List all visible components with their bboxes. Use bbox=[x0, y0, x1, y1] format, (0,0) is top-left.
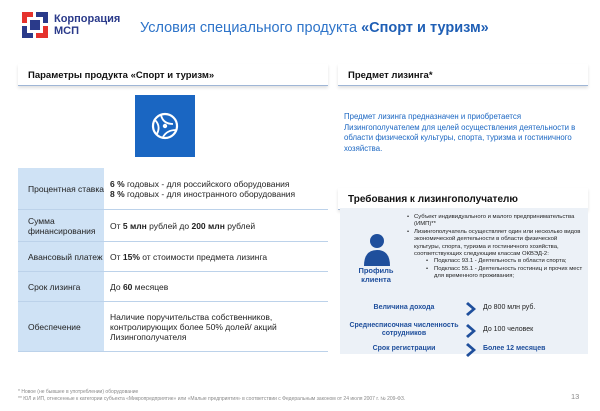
requirements-list bbox=[406, 214, 584, 281]
person-icon bbox=[362, 232, 392, 266]
requirement-subitem: • Подкласс 55.1 - Деятельность гостиниц и прочих мест для временного проживания; bbox=[406, 266, 584, 281]
param-value bbox=[104, 210, 328, 241]
param-value bbox=[104, 242, 328, 271]
leasing-description: Предмет лизинга предназначен и приобретается Лизингополучателем для целей осуществления деятельности в области физической культуры, спорта, туризма и гостиничного хозяйства. bbox=[344, 112, 576, 153]
term-post: месяцев bbox=[132, 281, 169, 292]
footnote: * Новое (не бывшее в употреблении) оборудование bbox=[18, 389, 139, 395]
globe-network-icon bbox=[149, 110, 181, 142]
param-label: Процентная ставка bbox=[18, 168, 104, 209]
page-number: 13 bbox=[571, 392, 580, 401]
params-panel-title: Параметры продукта «Спорт и туризм» bbox=[18, 64, 328, 86]
footnote: ** ЮЛ и ИП, отнесенные к категории субъекта «Микропредприятие» или «Малые предприятия» в соответствии с Федеральным законом от 24 июля 2007 г. № 209-ФЗ. bbox=[18, 396, 406, 402]
slide-header bbox=[0, 0, 600, 55]
chevron-right-icon bbox=[466, 323, 478, 339]
chevron-right-icon bbox=[466, 342, 478, 358]
advance-post: от стоимости предмета лизинга bbox=[139, 251, 268, 262]
param-row-term bbox=[18, 272, 328, 302]
metric-income bbox=[340, 300, 588, 318]
rate-foreign: 8 % bbox=[110, 188, 125, 199]
slide-title-prefix: Условия специального продукта bbox=[140, 20, 362, 36]
amount-pre: От bbox=[110, 220, 123, 231]
amount-min: 5 млн bbox=[122, 220, 147, 231]
param-value bbox=[104, 302, 328, 351]
term-pre: До bbox=[110, 281, 123, 292]
amount-max: 200 млн bbox=[191, 220, 225, 231]
param-row-advance bbox=[18, 242, 328, 272]
param-row-amount bbox=[18, 210, 328, 242]
requirement-item: • Субъект индивидуального и малого предпринимательства (ИМП)** bbox=[406, 214, 584, 229]
rate-foreign-text: годовых - для иностранного оборудования bbox=[124, 188, 296, 199]
param-value bbox=[104, 168, 328, 209]
advance-pre: От bbox=[110, 251, 123, 262]
metric-registration bbox=[340, 341, 588, 359]
param-row-rate bbox=[18, 168, 328, 210]
advance-percent: 15% bbox=[122, 251, 140, 262]
metric-label: Величина дохода bbox=[373, 304, 435, 311]
metric-label: Срок регистрации bbox=[372, 345, 436, 352]
requirements-panel bbox=[340, 208, 588, 354]
param-label: Обеспечение bbox=[18, 302, 104, 351]
params-table bbox=[18, 168, 328, 352]
param-row-security bbox=[18, 302, 328, 352]
requirement-item: • Лизингополучатель осуществляет один или несколько видов экономической деятельности в области физической культуры, спорта, туризма и гостиничного хозяйства, соответствующих следующим классам ОКВЭД-2: bbox=[406, 229, 584, 259]
leasing-panel-title: Предмет лизинга* bbox=[338, 64, 588, 86]
metric-employees bbox=[340, 322, 588, 340]
logo-line-2: МСП bbox=[54, 25, 80, 37]
logo-text bbox=[54, 13, 120, 37]
metric-value: Более 12 месяцев bbox=[483, 345, 546, 352]
param-label: Срок лизинга bbox=[18, 272, 104, 301]
metric-value: До 800 млн руб. bbox=[483, 304, 536, 311]
logo-line-1: Корпорация bbox=[54, 13, 121, 25]
param-label: Сумма финансирования bbox=[18, 210, 104, 241]
product-icon-tile bbox=[135, 95, 195, 157]
metric-value: До 100 человек bbox=[483, 326, 534, 333]
param-label: Авансовый платеж bbox=[18, 242, 104, 271]
security-text: Наличие поручительства собственников, контролирующих более 50% долей/ акций Лизингополучателя bbox=[110, 311, 277, 342]
param-value bbox=[104, 272, 328, 301]
requirements-panel-title: Требования к лизингополучателю bbox=[338, 188, 588, 210]
term-months: 60 bbox=[122, 281, 133, 292]
footnotes bbox=[18, 389, 558, 403]
profile-label: Профиль клиента bbox=[358, 266, 394, 284]
amount-mid: рублей до bbox=[146, 220, 192, 231]
slide-title-product: «Спорт и туризм» bbox=[361, 20, 489, 36]
rate-russian-text: годовых - для российского оборудования bbox=[124, 178, 290, 189]
rate-russian: 6 % bbox=[110, 178, 125, 189]
chevron-right-icon bbox=[466, 301, 478, 317]
requirement-subitem: • Подкласс 93.1 - Деятельность в области спорта; bbox=[406, 258, 584, 265]
corporation-msp-logo-icon bbox=[22, 12, 48, 38]
slide-title bbox=[140, 20, 489, 36]
amount-post: рублей bbox=[224, 220, 256, 231]
metric-label: Среднесписочная численность сотрудников bbox=[349, 322, 459, 337]
